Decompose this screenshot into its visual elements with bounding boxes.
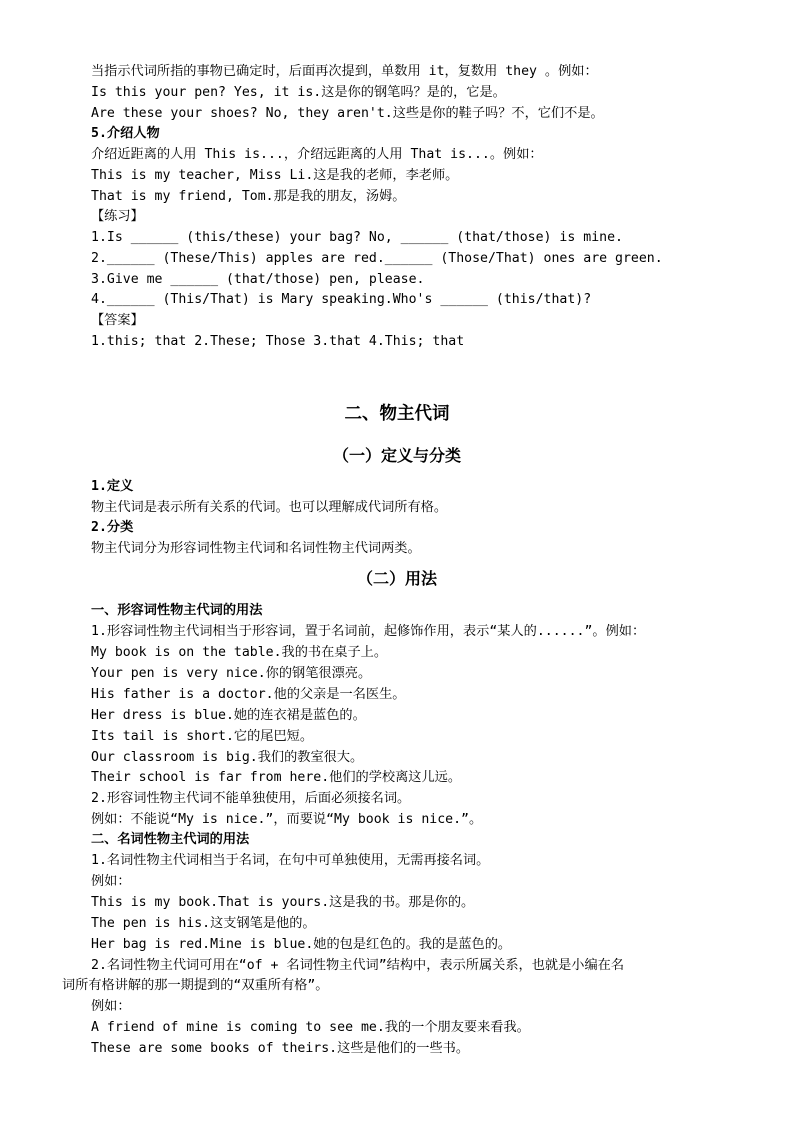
answers-label: 【答案】 (91, 313, 144, 328)
paragraph-line: 2.形容词性物主代词不能单独使用，后面必须接名词。 (91, 791, 411, 806)
answers-text: 1.this; that 2.These; Those 3.that 4.This; that (91, 334, 465, 349)
section-heading: 5.介绍人物 (91, 126, 160, 141)
example-line: Its tail is short.它的尾巴短。 (91, 729, 314, 744)
definition-text: 物主代词是表示所有关系的代词。也可以理解成代词所有格。 (91, 500, 448, 515)
subsection-heading: 一、形容词性物主代词的用法 (91, 603, 263, 618)
part-title: （一）定义与分类 (332, 446, 461, 465)
example-line: Her bag is red.Mine is blue.她的包是红色的。我的是蓝色的。 (91, 937, 512, 952)
paragraph-line: 2.名词性物主代词可用在“of + 名词性物主代词”结构中，表示所属关系，也就是小编在名 (91, 958, 625, 973)
example-line: Our classroom is big.我们的教室很大。 (91, 750, 364, 765)
paragraph-line: 介绍近距离的人用 This is...，介绍远距离的人用 That is...。例如： (91, 147, 543, 162)
example-line: My book is on the table.我的书在桌子上。 (91, 645, 388, 660)
practice-item: 1.Is ______ (this/these) your bag? No, ______ (that/those) is mine. (91, 230, 623, 245)
classification-heading: 2.分类 (91, 520, 134, 535)
practice-item: 2.______ (These/This) apples are red.______ (Those/That) ones are green. (91, 251, 663, 266)
paragraph-line: 例如： (91, 874, 131, 889)
example-line: This is my teacher, Miss Li.这是我的老师，李老师。 (91, 168, 459, 183)
paragraph-line: 当指示代词所指的事物已确定时，后面再次提到，单数用 it，复数用 they 。例如： (91, 64, 598, 79)
practice-item: 3.Give me ______ (that/those) pen, please. (91, 272, 425, 287)
paragraph-line: 1.名词性物主代词相当于名词，在句中可单独使用，无需再接名词。 (91, 853, 490, 868)
example-line: The pen is his.这支钢笔是他的。 (91, 916, 316, 931)
example-line: Are these your shoes? No, they aren't.这些是你的鞋子吗？不，它们不是。 (91, 106, 604, 121)
practice-item: 4.______ (This/That) is Mary speaking.Who's ______ (this/that)? (91, 292, 592, 307)
definition-heading: 1.定义 (91, 479, 134, 494)
practice-label: 【练习】 (91, 209, 144, 224)
paragraph-line: 例如：不能说“My is nice.”，而要说“My book is nice.”。 (91, 812, 483, 827)
example-line: Their school is far from here.他们的学校离这儿远。 (91, 770, 462, 785)
paragraph-line: 1.形容词性物主代词相当于形容词，置于名词前，起修饰作用，表示“某人的......”。例如： (91, 624, 646, 639)
chapter-title: 二、物主代词 (344, 404, 450, 424)
example-line: Her dress is blue.她的连衣裙是蓝色的。 (91, 708, 366, 723)
example-line: Your pen is very nice.你的钢笔很漂亮。 (91, 666, 372, 681)
subsection-heading: 二、名词性物主代词的用法 (91, 832, 250, 847)
paragraph-line: 词所有格讲解的那一期提到的“双重所有格”。 (62, 978, 329, 993)
example-line: Is this your pen? Yes, it is.这是你的钢笔吗？是的，它是。 (91, 85, 506, 100)
example-line: This is my book.That is yours.这是我的书。那是你的。 (91, 895, 475, 910)
part-title: （二）用法 (356, 569, 437, 588)
example-line: His father is a doctor.他的父亲是一名医生。 (91, 687, 406, 702)
example-line: These are some books of theirs.这些是他们的一些书。 (91, 1041, 469, 1056)
paragraph-line: 例如： (91, 999, 131, 1014)
example-line: A friend of mine is coming to see me.我的一个朋友要来看我。 (91, 1020, 530, 1035)
example-line: That is my friend, Tom.那是我的朋友，汤姆。 (91, 189, 406, 204)
classification-text: 物主代词分为形容词性物主代词和名词性物主代词两类。 (91, 541, 421, 556)
